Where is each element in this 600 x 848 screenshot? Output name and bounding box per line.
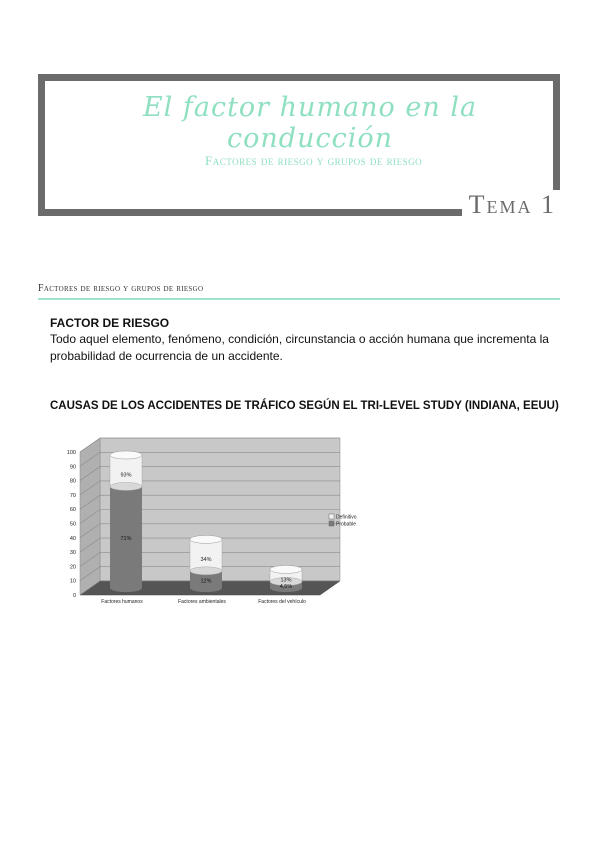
legend-swatch-definitivo xyxy=(329,514,334,519)
legend-label-definitivo: Definitivo xyxy=(336,514,357,521)
y-tick-label: 40 xyxy=(69,535,76,542)
bar-segment-joint xyxy=(190,567,222,575)
y-tick-label: 70 xyxy=(69,492,76,499)
y-tick-label: 50 xyxy=(69,521,76,528)
data-label-definitivo: 93% xyxy=(120,472,132,479)
data-label-definitivo: 13% xyxy=(280,577,292,584)
data-label-probable: 4,5% xyxy=(279,583,293,590)
document-subtitle: Factores de riesgo y grupos de riesgo xyxy=(205,153,423,168)
bar-probable-base xyxy=(110,584,142,592)
bar-segment-joint xyxy=(110,482,142,490)
definition-title: FACTOR DE RIESGO xyxy=(50,316,170,330)
bar-definitivo-top xyxy=(110,451,142,459)
section-divider xyxy=(38,298,560,300)
legend-swatch-probable xyxy=(329,521,334,526)
section-heading: Factores de riesgo y grupos de riesgo xyxy=(38,283,204,294)
y-tick-label: 60 xyxy=(69,507,76,514)
bar-definitivo-top xyxy=(190,535,222,543)
bar-definitivo xyxy=(190,539,222,570)
bar-definitivo xyxy=(110,455,142,486)
y-tick-label: 90 xyxy=(69,464,76,471)
y-tick-label: 100 xyxy=(66,450,76,456)
tema-label: Tema 1 xyxy=(462,190,560,220)
x-category-label: Factores ambientales xyxy=(178,599,226,605)
y-tick-label: 20 xyxy=(69,564,76,571)
chart-heading: CAUSAS DE LOS ACCIDENTES DE TRÁFICO SEGÚN EL TRI-LEVEL STUDY (INDIANA, EEUU) xyxy=(50,400,559,412)
y-tick-label: 0 xyxy=(72,593,76,599)
x-category-label: Factores humanos xyxy=(101,599,143,605)
data-label-probable: 71% xyxy=(120,536,132,543)
document-title: El factor humano en la conducción xyxy=(142,92,478,154)
data-label-probable: 12% xyxy=(200,578,212,585)
x-category-label: Factores del vehículo xyxy=(258,599,306,605)
data-label-definitivo: 34% xyxy=(200,557,212,564)
y-tick-label: 30 xyxy=(69,550,76,557)
bar-chart xyxy=(52,440,357,615)
header-frame-right xyxy=(553,74,560,200)
legend-label-probable: Probable xyxy=(336,521,357,528)
bar-definitivo-top xyxy=(270,565,302,573)
definition-text: Todo aquel elemento, fenómeno, condición, circunstancia o acción humana que incrementa la probabilidad de ocurrencia de un accidente. xyxy=(50,332,549,363)
y-tick-label: 80 xyxy=(69,478,76,485)
bar-probable-base xyxy=(190,584,222,592)
chart-container xyxy=(52,440,357,620)
y-tick-label: 10 xyxy=(69,578,76,585)
